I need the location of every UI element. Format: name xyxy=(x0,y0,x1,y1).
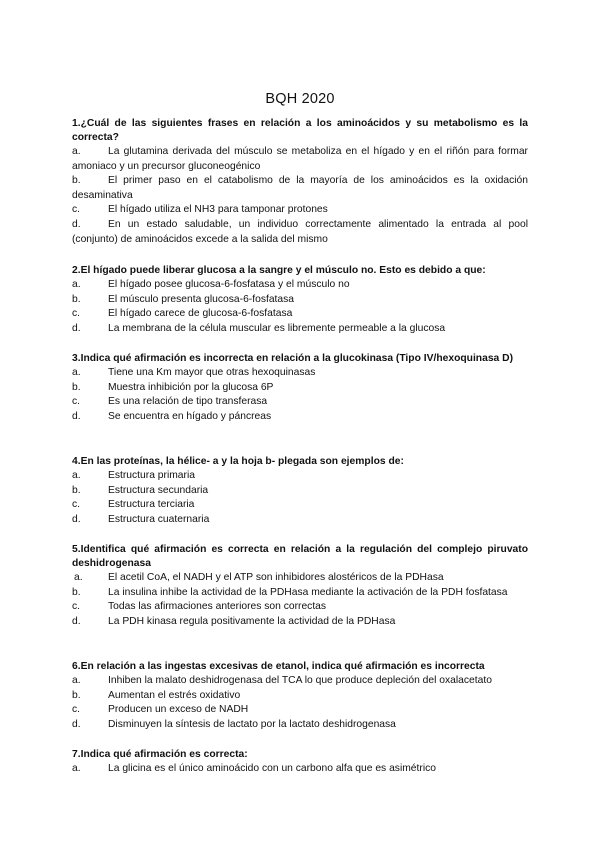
option-text: Estructura secundaria xyxy=(108,484,209,496)
option-c xyxy=(72,600,528,615)
option-d xyxy=(72,718,528,733)
option-letter: b. xyxy=(72,484,81,496)
option-text: La glicina es el único aminoácido con un carbono alfa que es asimétrico xyxy=(108,763,436,774)
option-a xyxy=(72,571,528,586)
option-text: El hígado posee glucosa-6-fosfatasa y el músculo no xyxy=(108,279,350,290)
option-b xyxy=(72,381,528,396)
option-letter: a. xyxy=(72,367,81,378)
option-text: La PDH kinasa regula positivamente la actividad de la PDHasa xyxy=(108,615,396,627)
option-letter: d. xyxy=(72,322,81,334)
option-c xyxy=(72,703,528,718)
option-letter: b. xyxy=(72,293,81,305)
option-c xyxy=(72,395,528,410)
option-text: Estructura terciaria xyxy=(108,499,195,511)
option-text: Todas las afirmaciones anteriores son correctas xyxy=(108,601,327,613)
option-letter: b. xyxy=(72,175,81,187)
option-b xyxy=(72,293,528,308)
option-letter: c. xyxy=(72,601,81,613)
option-letter: a. xyxy=(72,279,81,290)
question-3 xyxy=(72,352,528,424)
question-text: 6.En relación a las ingestas excesivas de etanol, indica qué afirmación es incorrecta xyxy=(72,661,485,672)
option-letter: c. xyxy=(72,499,81,511)
option-d xyxy=(72,513,528,528)
option-a xyxy=(72,145,528,174)
question-text: 3.Indica qué afirmación es incorrecta en relación a la glucokinasa (Tipo IV/hexoquinasa D) xyxy=(72,353,513,364)
question-6 xyxy=(72,660,528,732)
question-4 xyxy=(72,455,528,527)
option-letter: a. xyxy=(72,470,81,481)
option-letter: c. xyxy=(72,396,81,408)
option-letter: c. xyxy=(72,204,81,216)
option-text: Producen un exceso de NADH xyxy=(108,704,249,716)
option-a xyxy=(72,469,528,484)
option-letter: a. xyxy=(72,675,81,686)
option-text: Estructura primaria xyxy=(108,470,195,481)
option-c xyxy=(72,203,528,218)
option-text: El hígado carece de glucosa-6-fosfatasa xyxy=(108,308,293,320)
option-d xyxy=(72,615,528,630)
option-d xyxy=(72,218,528,247)
question-text: 2.El hígado puede liberar glucosa a la sangre y el músculo no. Esto es debido a que: xyxy=(72,265,486,276)
option-a xyxy=(72,278,528,293)
option-text: El primer paso en el catabolismo de la mayoría de los aminoácidos es la oxidación desaminativa xyxy=(72,175,528,201)
option-a xyxy=(72,366,528,381)
question-1 xyxy=(72,117,528,247)
option-text: Aumentan el estrés oxidativo xyxy=(108,689,241,701)
option-text: Disminuyen la síntesis de lactato por la lactato deshidrogenasa xyxy=(108,718,396,730)
option-text: La insulina inhibe la actividad de la PDHasa mediante la activación de la PDH fosfatasa xyxy=(108,586,508,598)
option-text: Inhiben la malato deshidrogenasa del TCA lo que produce depleción del oxalacetato xyxy=(108,675,492,686)
option-text: El hígado utiliza el NH3 para tamponar protones xyxy=(108,204,328,216)
option-text: Tiene una Km mayor que otras hexoquinasas xyxy=(108,367,316,378)
option-letter: b. xyxy=(72,586,81,598)
option-letter: d. xyxy=(72,410,81,422)
option-b xyxy=(72,586,528,601)
question-2 xyxy=(72,264,528,336)
option-b xyxy=(72,484,528,499)
option-d xyxy=(72,410,528,425)
option-letter: d. xyxy=(72,218,81,230)
option-text: En un estado saludable, un individuo correctamente alimentado la entrada al pool (conjunto) de aminoácidos excede a la salida del mismo xyxy=(72,218,528,245)
option-c xyxy=(72,307,528,322)
option-text: El músculo presenta glucosa-6-fosfatasa xyxy=(108,293,295,305)
option-b xyxy=(72,689,528,704)
option-text: La membrana de la célula muscular es libremente permeable a la glucosa xyxy=(108,322,446,334)
option-text: Se encuentra en hígado y páncreas xyxy=(108,410,272,422)
question-7 xyxy=(72,748,528,777)
question-text: 7.Indica qué afirmación es correcta: xyxy=(72,749,248,760)
question-text: 1.¿Cuál de las siguientes frases en relación a los aminoácidos y su metabolismo es la correcta? xyxy=(72,118,528,143)
question-text: 5.Identifica qué afirmación es correcta en relación a la regulación del complejo piruvato deshidrogenasa xyxy=(72,544,528,569)
option-letter: d. xyxy=(72,615,81,627)
option-a xyxy=(72,674,528,689)
option-a xyxy=(72,762,528,777)
option-letter: b. xyxy=(72,381,81,393)
option-d xyxy=(72,322,528,337)
option-b xyxy=(72,174,528,203)
option-text: El acetil CoA, el NADH y el ATP son inhibidores alostéricos de la PDHasa xyxy=(108,572,444,583)
option-letter: b. xyxy=(72,689,81,701)
option-letter: c. xyxy=(72,704,81,716)
question-text: 4.En las proteínas, la hélice- a y la hoja b- plegada son ejemplos de: xyxy=(72,456,404,467)
option-c xyxy=(72,498,528,513)
option-text: Muestra inhibición por la glucosa 6P xyxy=(108,381,274,393)
option-letter: a. xyxy=(72,763,81,774)
option-letter: d. xyxy=(72,513,81,525)
option-letter: a. xyxy=(74,572,83,583)
option-letter: c. xyxy=(72,308,81,320)
option-text: Estructura cuaternaria xyxy=(108,513,210,525)
option-letter: d. xyxy=(72,718,81,730)
question-5 xyxy=(72,543,528,629)
option-letter: a. xyxy=(72,146,81,157)
option-text: La glutamina derivada del músculo se metaboliza en el hígado y en el riñón para formar amoniaco y un precursor gluconeogénico xyxy=(72,146,528,172)
option-text: Es una relación de tipo transferasa xyxy=(108,396,268,408)
document-title: BQH 2020 xyxy=(265,91,335,107)
